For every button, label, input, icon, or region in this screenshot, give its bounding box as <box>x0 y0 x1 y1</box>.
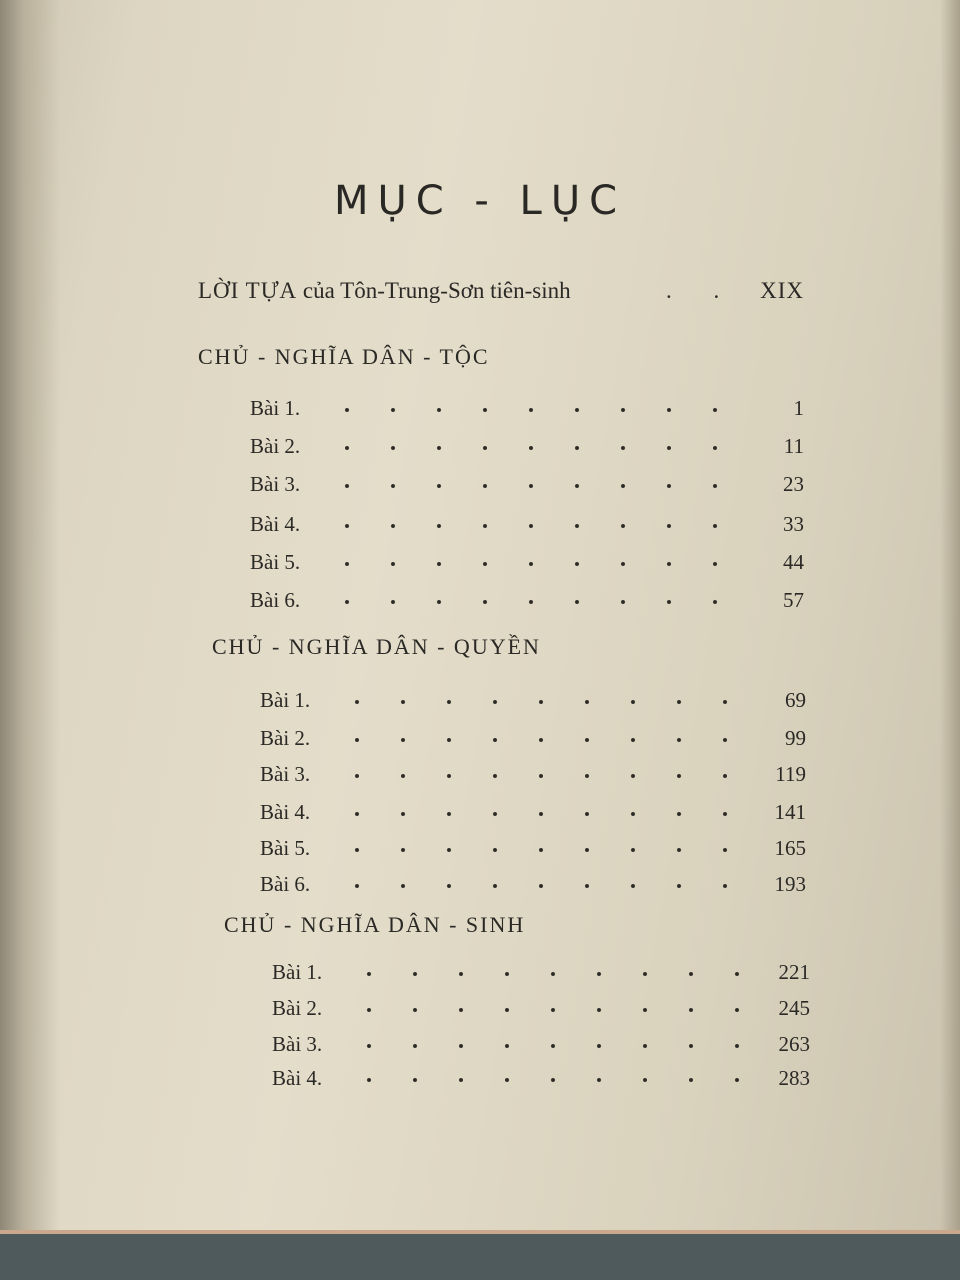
dot-leader <box>346 998 750 1022</box>
toc-entry-page-number: 1 <box>793 396 804 420</box>
toc-entry <box>260 872 806 902</box>
toc-entry-label: Bài 1. <box>260 688 311 712</box>
toc-entry <box>260 688 806 718</box>
page-title: MỤC - LỤC <box>333 178 627 224</box>
toc-entry-page-number: 283 <box>778 1066 810 1090</box>
toc-entry-page-number: 33 <box>783 512 804 536</box>
preface-dots: . . <box>666 278 738 303</box>
toc-entry-label: Bài 6. <box>260 872 311 896</box>
dot-leader <box>334 728 746 752</box>
dot-leader <box>324 436 744 460</box>
dot-leader <box>324 552 744 576</box>
toc-entry-label: Bài 5. <box>250 550 301 574</box>
dot-leader <box>324 590 744 614</box>
preface-text: của Tôn-Trung-Sơn tiên-sinh <box>302 278 571 303</box>
toc-entry-page-number: 99 <box>785 726 806 750</box>
toc-entry-label: Bài 5. <box>260 836 311 860</box>
preface-entry <box>198 278 804 304</box>
preface-page-number: XIX <box>760 278 804 303</box>
dot-leader <box>334 838 746 862</box>
toc-entry <box>250 588 804 618</box>
dot-leader <box>346 1068 750 1092</box>
toc-entry <box>260 800 806 830</box>
dot-leader <box>324 474 744 498</box>
toc-entry-page-number: 11 <box>783 434 804 458</box>
dot-leader <box>324 514 744 538</box>
toc-entry <box>272 1066 810 1096</box>
toc-entry <box>272 996 810 1026</box>
dot-leader <box>324 398 744 422</box>
toc-entry-label: Bài 6. <box>250 588 301 612</box>
toc-entry-label: Bài 4. <box>250 512 301 536</box>
toc-entry-page-number: 44 <box>783 550 804 574</box>
toc-entry-page-number: 57 <box>783 588 804 612</box>
dot-leader <box>334 874 746 898</box>
dot-leader <box>346 962 750 986</box>
dot-leader <box>334 764 746 788</box>
toc-entry-label: Bài 4. <box>260 800 311 824</box>
toc-entry <box>250 472 804 502</box>
toc-entry <box>260 762 806 792</box>
toc-entry-label: Bài 2. <box>250 434 301 458</box>
toc-entry-page-number: 119 <box>775 762 806 786</box>
toc-entry-label: Bài 3. <box>250 472 301 496</box>
toc-entry-page-number: 263 <box>778 1032 810 1056</box>
toc-entry-label: Bài 2. <box>260 726 311 750</box>
toc-entry-label: Bài 4. <box>272 1066 323 1090</box>
toc-entry <box>250 512 804 542</box>
toc-entry <box>260 726 806 756</box>
toc-entry-label: Bài 3. <box>272 1032 323 1056</box>
toc-entry-label: Bài 3. <box>260 762 311 786</box>
toc-entry-page-number: 193 <box>774 872 806 896</box>
toc-entry-page-number: 165 <box>774 836 806 860</box>
toc-entry-label: Bài 1. <box>272 960 323 984</box>
toc-entry <box>272 1032 810 1062</box>
section-title: CHỦ - NGHĨA DÂN - QUYỀN <box>212 634 541 659</box>
preface-prefix: LỜI TỰA <box>198 278 298 303</box>
toc-entry-page-number: 221 <box>778 960 810 984</box>
toc-entry-page-number: 245 <box>778 996 810 1020</box>
dot-leader <box>334 802 746 826</box>
toc-entry-page-number: 141 <box>774 800 806 824</box>
toc-entry <box>250 396 804 426</box>
dot-leader <box>346 1034 750 1058</box>
toc-entry <box>250 550 804 580</box>
section-title: CHỦ - NGHĨA DÂN - SINH <box>224 912 526 937</box>
section-title: CHỦ - NGHĨA DÂN - TỘC <box>198 344 490 369</box>
toc-entry-label: Bài 1. <box>250 396 301 420</box>
toc-entry-page-number: 69 <box>785 688 806 712</box>
toc-entry <box>272 960 810 990</box>
toc-entry-label: Bài 2. <box>272 996 323 1020</box>
dot-leader <box>334 690 746 714</box>
toc-entry <box>250 434 804 464</box>
toc-entry-page-number: 23 <box>783 472 804 496</box>
toc-entry <box>260 836 806 866</box>
